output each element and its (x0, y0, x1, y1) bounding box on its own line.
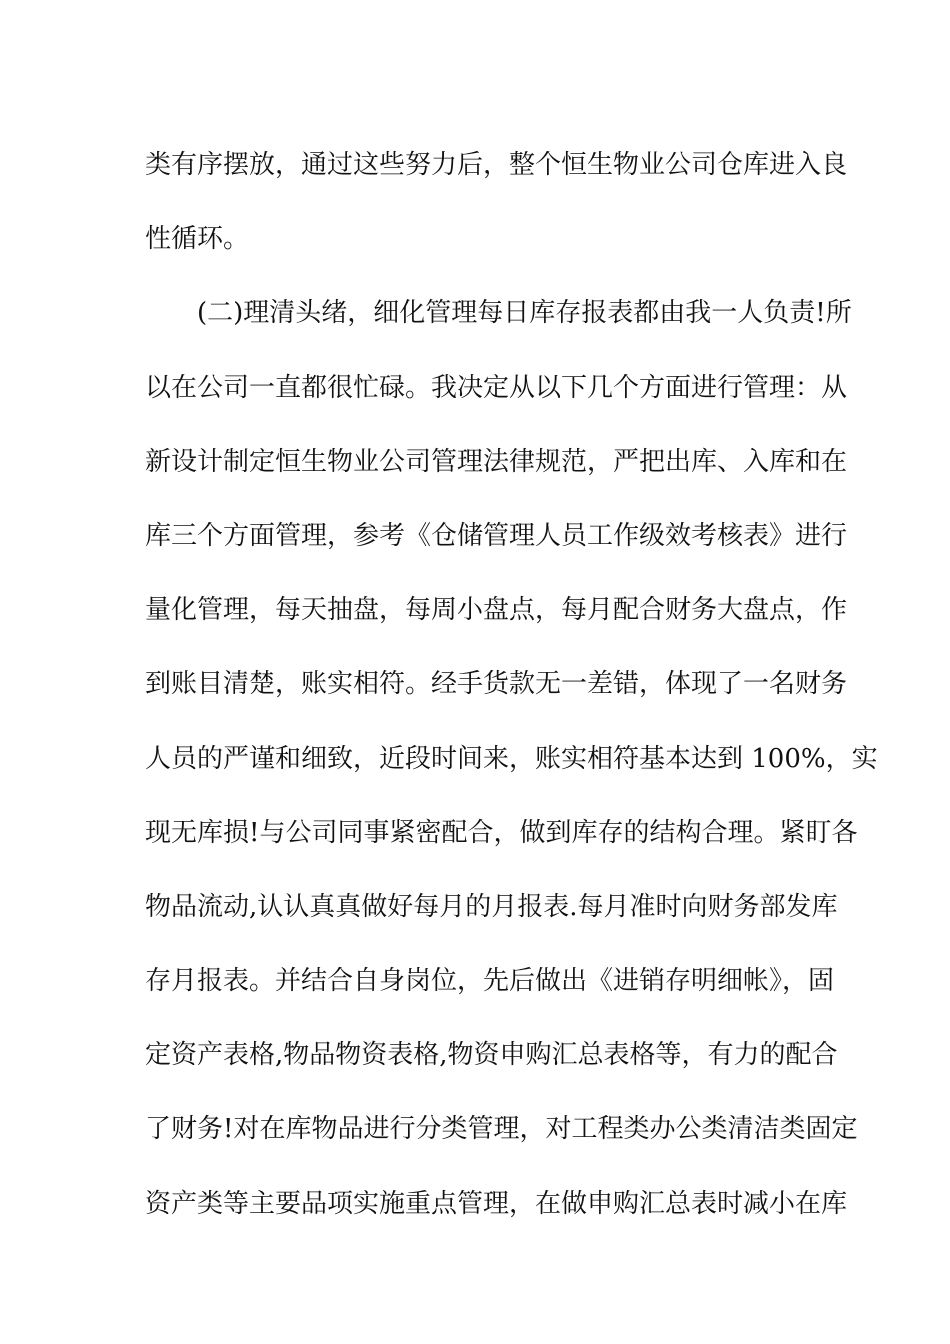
text-line-13: 定资产表格,物品物资表格,物资申购汇总表格等，有力的配合 (145, 1040, 838, 1071)
text-line-6: 库三个方面管理，参考《仓储管理人员工作级效考核表》进行 (145, 520, 848, 551)
text-line-15: 资产类等主要品项实施重点管理，在做申购汇总表时减小在库 (145, 1188, 848, 1219)
text-line-8: 到账目清楚，账实相符。经手货款无一差错，体现了一名财务 (145, 669, 848, 700)
text-line-2: 性循环。 (145, 224, 250, 255)
text-line-1: 类有序摆放，通过这些努力后，整个恒生物业公司仓库进入良 (145, 150, 848, 180)
body-text (145, 128, 878, 1241)
text-line-7: 量化管理，每天抽盘，每周小盘点，每月配合财务大盘点，作 (145, 595, 848, 626)
text-line-5: 新设计制定恒生物业公司管理法律规范，严把出库、入库和在 (145, 446, 848, 477)
text-line-9: 人员的严谨和细致，近段时间来，账实相符基本达到 100%，实 (145, 743, 878, 774)
text-line-4: 以在公司一直都很忙碌。我决定从以下几个方面进行管理：从 (145, 372, 848, 403)
text-line-3: (二)理清头绪，细化管理每日库存报表都由我一人负责!所 (145, 298, 852, 329)
text-line-14: 了财务!对在库物品进行分类管理，对工程类办公类清洁类固定 (145, 1114, 858, 1145)
text-line-11: 物品流动,认认真真做好每月的月报表.每月准时向财务部发库 (145, 891, 838, 922)
text-line-10: 现无库损!与公司同事紧密配合，做到库存的结构合理。紧盯各 (145, 817, 858, 848)
text-line-12: 存月报表。并结合自身岗位，先后做出《进销存明细帐》，固 (145, 966, 835, 997)
